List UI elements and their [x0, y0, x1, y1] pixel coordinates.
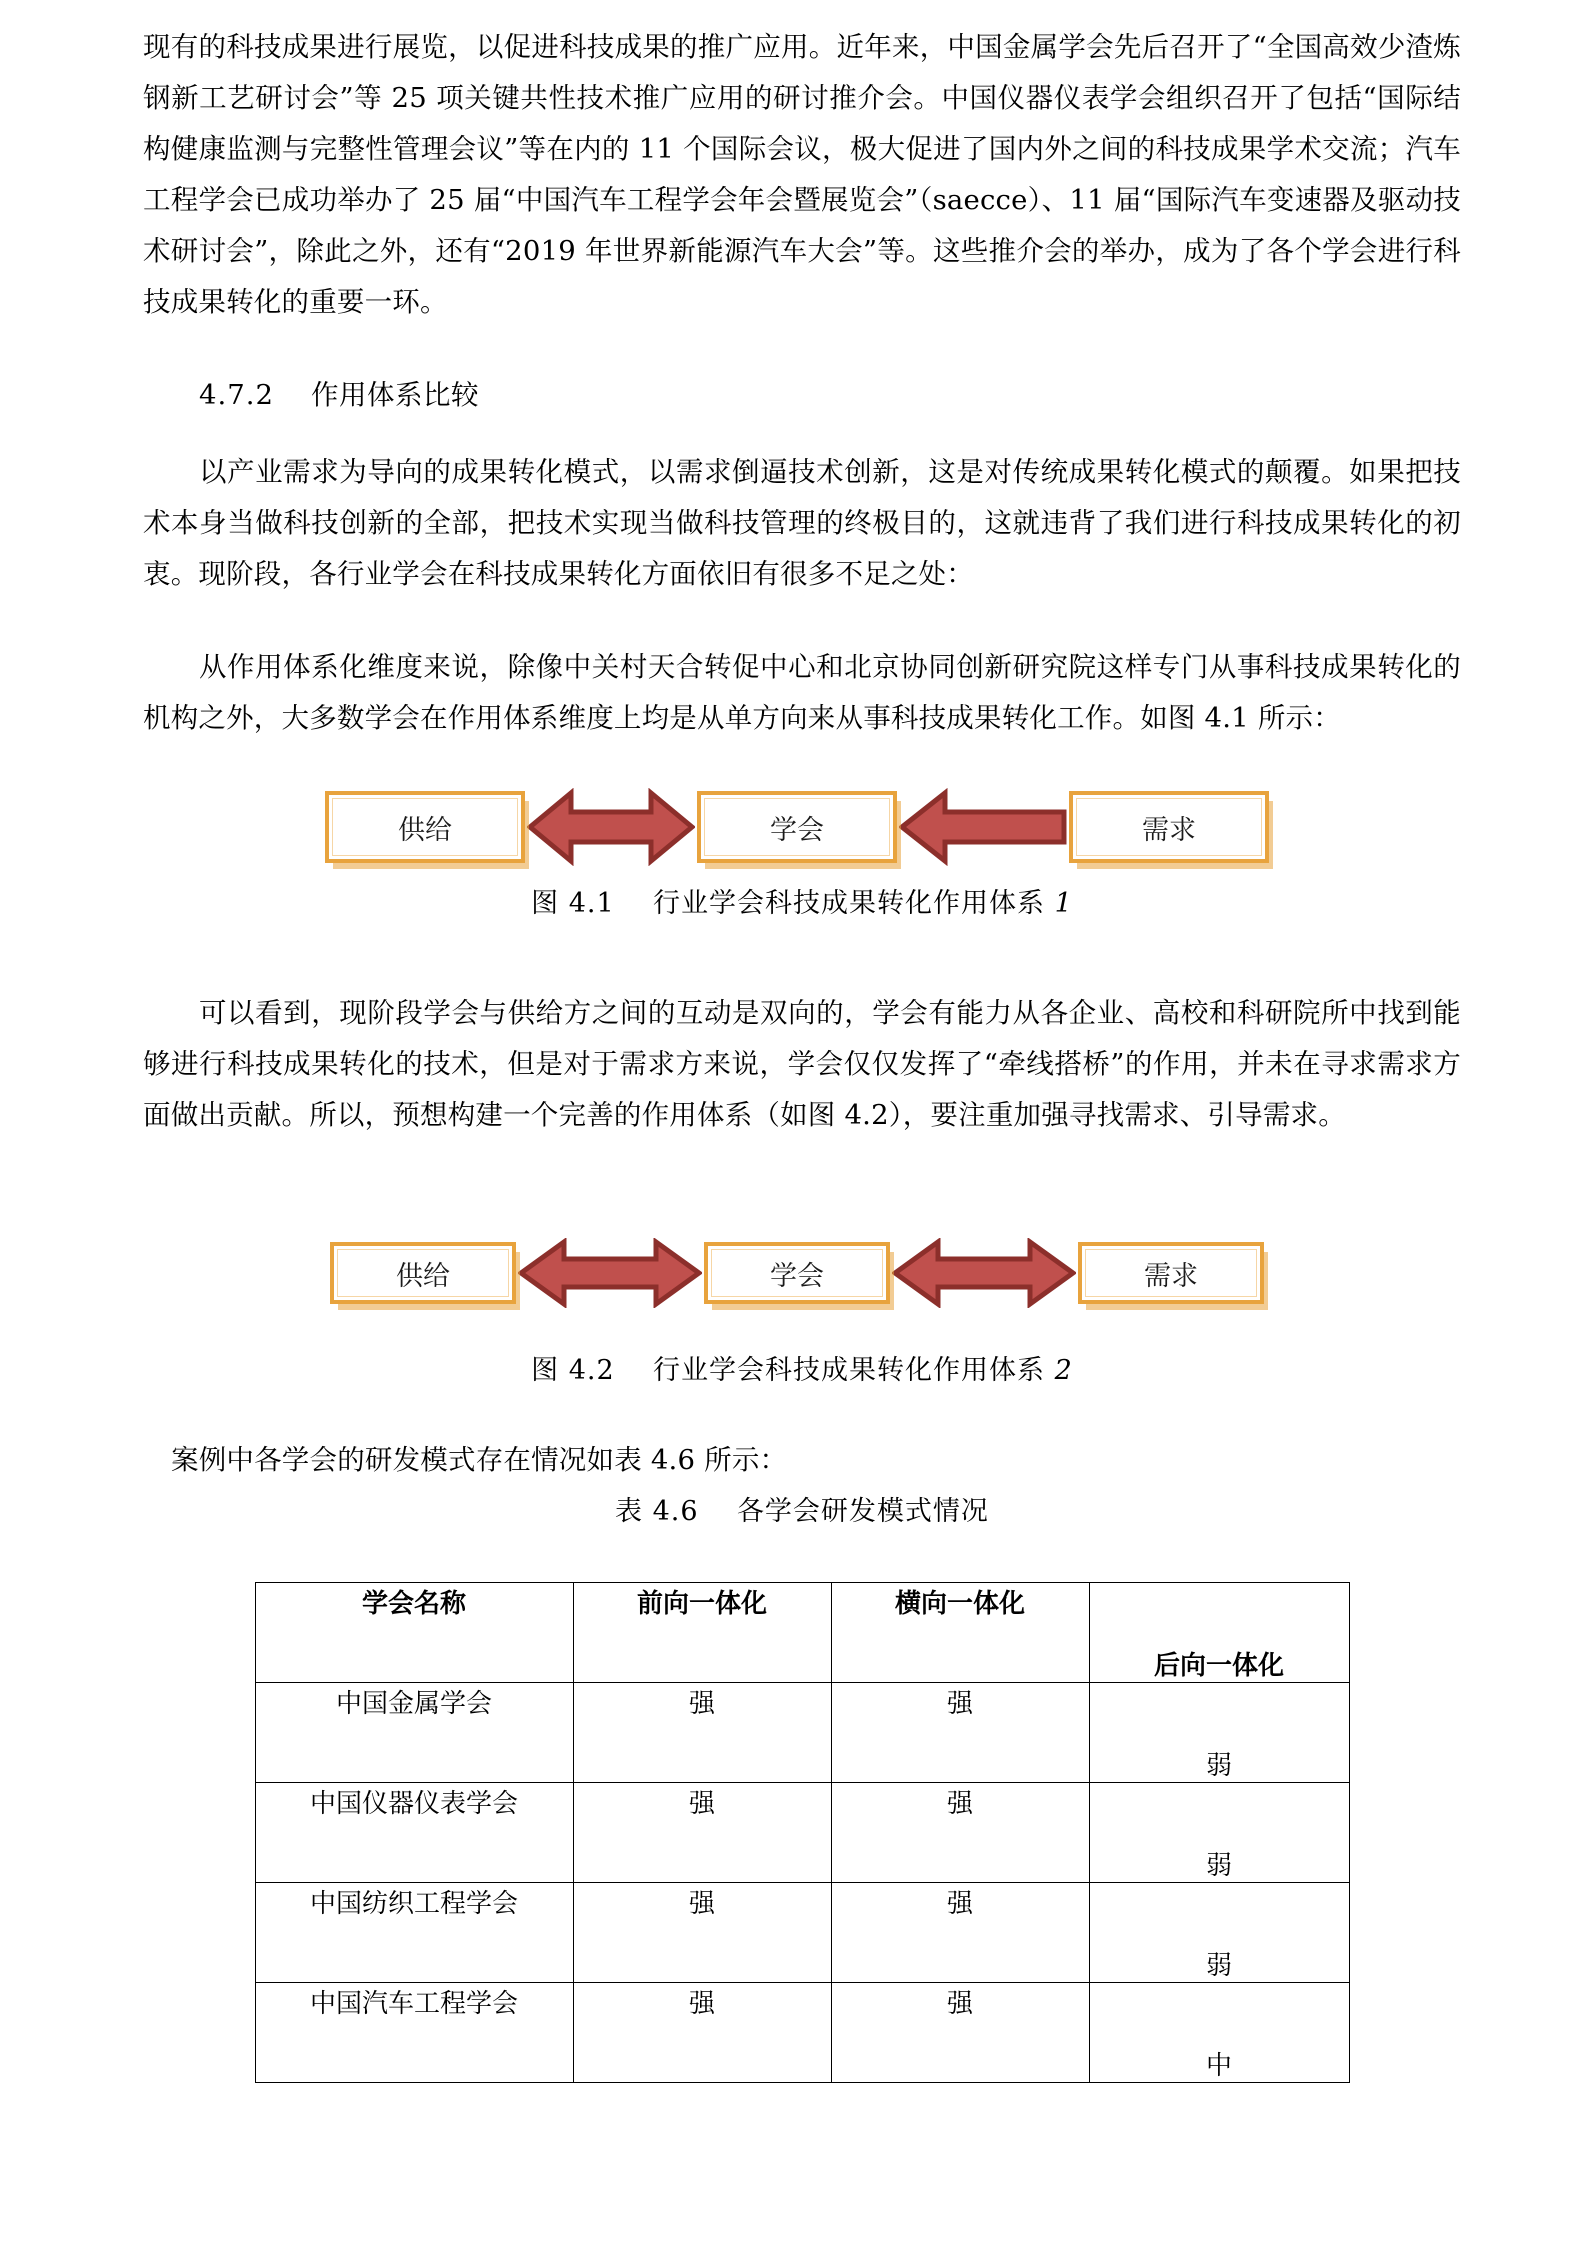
- figure-4-2-node-supply: [330, 1242, 516, 1304]
- table-4-6: [255, 1582, 1350, 2083]
- table-cell-name: 中国纺织工程学会: [255, 1883, 573, 1983]
- spacer: [143, 1309, 1461, 1349]
- table-cell-backward: 弱: [1089, 1683, 1349, 1783]
- paragraph-demand-driven: 以产业需求为导向的成果转化模式，以需求倒逼技术创新，这是对传统成果转化模式的颠覆。如果把技术本身当做科技创新的全部，把技术实现当做科技管理的终极目的，这就违背了我们进行科技成果转化的初衷。现阶段，各行业学会在科技成果转化方面依旧有很多不足之处：: [143, 456, 1461, 590]
- double-arrow-icon: [892, 1238, 1076, 1308]
- table-row: [255, 1783, 1349, 1883]
- table-row: [255, 1883, 1349, 1983]
- figure-4-1-caption: [143, 882, 1461, 926]
- spacer: [143, 868, 1461, 882]
- figure-4-1-diagram: [133, 786, 1461, 868]
- table-header-row: [255, 1583, 1349, 1683]
- spacer: [143, 328, 1461, 370]
- table-4-6-caption-text: 各学会研发模式情况: [736, 1496, 989, 1527]
- table-header-name: 学会名称: [255, 1583, 573, 1683]
- figure-4-2-diagram: [133, 1237, 1461, 1309]
- table-cell-name: 中国金属学会: [255, 1683, 573, 1783]
- table-cell-forward: 强: [573, 1883, 831, 1983]
- figure-4-1-node-supply-label: 供给: [398, 814, 452, 846]
- figure-4-1-node-supply: [325, 791, 525, 863]
- spacer: [143, 600, 1461, 642]
- table-row: [255, 1683, 1349, 1783]
- spacer: [143, 926, 1461, 988]
- table-cell-forward: 强: [573, 1783, 831, 1883]
- left-arrow-icon: [899, 788, 1067, 866]
- table-cell-name: 中国仪器仪表学会: [255, 1783, 573, 1883]
- table-cell-lateral: 强: [831, 1983, 1089, 2083]
- figure-4-1-arrow-2: [897, 788, 1069, 866]
- table-header-forward: 前向一体化: [573, 1583, 831, 1683]
- table-cell-forward: 强: [573, 1683, 831, 1783]
- figure-4-2-arrow-2: [890, 1238, 1078, 1308]
- figure-4-2-caption: [143, 1349, 1461, 1393]
- double-arrow-icon: [527, 788, 695, 866]
- figure-4-1-node-demand-label: 需求: [1142, 814, 1196, 846]
- table-4-6-caption-prefix: 表 4.6: [615, 1496, 699, 1527]
- figure-4-2-caption-index: 2: [1054, 1355, 1073, 1386]
- figure-4-2-node-society: [704, 1242, 890, 1304]
- table-cell-backward: 弱: [1089, 1783, 1349, 1883]
- spacer: [143, 1393, 1461, 1435]
- spacer: [143, 421, 1461, 447]
- table-cell-lateral: 强: [831, 1683, 1089, 1783]
- paragraph-continuation: 现有的科技成果进行展览，以促进科技成果的推广应用。近年来，中国金属学会先后召开了“全国高效少渣炼钢新工艺研讨会”等 25 项关键共性技术推广应用的研讨推介会。中国仪器仪表学会组织召开了包括“国际结构健康监测与完整性管理会议”等在内的 11 个国际会议，极大促进了国内外之间的科技成果学术交流；汽车工程学会已成功举办了 25 届“中国汽车工程学会年会暨展览会”（saecce）、11 届“国际汽车变速器及驱动技术研讨会”，除此之外，还有“2019 年世界新能源汽车大会”等。这些推介会的举办，成为了各个学会进行科技成果转化的重要一环。: [143, 31, 1461, 318]
- paragraph-bidirectional-analysis: 可以看到，现阶段学会与供给方之间的互动是双向的，学会有能力从各企业、高校和科研院所中找到能够进行科技成果转化的技术，但是对于需求方来说，学会仅仅发挥了“牵线搭桥”的作用，并未在寻求需求方面做出贡献。所以，预想构建一个完善的作用体系（如图 4.2），要注重加强寻找需求、引导需求。: [143, 997, 1461, 1131]
- table-cell-lateral: 强: [831, 1783, 1089, 1883]
- section-heading: [143, 370, 1461, 421]
- table-4-6-caption: [143, 1490, 1461, 1534]
- figure-4-2-caption-text: 行业学会科技成果转化作用体系: [653, 1355, 1046, 1386]
- table-cell-backward: 弱: [1089, 1883, 1349, 1983]
- spacer: [143, 1141, 1461, 1237]
- spacer: [143, 744, 1461, 786]
- table-header-lateral: 横向一体化: [831, 1583, 1089, 1683]
- figure-4-2-node-demand-label: 需求: [1144, 1260, 1198, 1292]
- figure-4-2-node-demand: [1078, 1242, 1264, 1304]
- table-cell-name: 中国汽车工程学会: [255, 1983, 573, 2083]
- figure-4-1-caption-index: 1: [1054, 888, 1073, 919]
- figure-4-1-arrow-1: [525, 788, 697, 866]
- table-cell-forward: 强: [573, 1983, 831, 2083]
- figure-4-1-node-society-label: 学会: [770, 814, 824, 846]
- figure-4-2-arrow-1: [516, 1238, 704, 1308]
- figure-4-2-node-society-label: 学会: [770, 1260, 824, 1292]
- figure-4-2-caption-prefix: 图 4.2: [531, 1355, 615, 1386]
- section-heading-title: 作用体系比较: [310, 379, 479, 411]
- figure-4-1-caption-prefix: 图 4.1: [531, 888, 615, 919]
- figure-4-1-node-demand: [1069, 791, 1269, 863]
- double-arrow-icon: [518, 1238, 702, 1308]
- figure-4-2-node-supply-label: 供给: [396, 1260, 450, 1292]
- spacer: [143, 1534, 1461, 1582]
- figure-4-1-node-society: [697, 791, 897, 863]
- figure-4-1-caption-text: 行业学会科技成果转化作用体系: [653, 888, 1046, 919]
- table-cell-lateral: 强: [831, 1883, 1089, 1983]
- table-header-backward: 后向一体化: [1089, 1583, 1349, 1683]
- section-heading-number: 4.7.2: [199, 379, 274, 411]
- table-cell-backward: 中: [1089, 1983, 1349, 2083]
- paragraph-system-dimension: 从作用体系化维度来说，除像中关村天合转促中心和北京协同创新研究院这样专门从事科技成果转化的机构之外，大多数学会在作用体系维度上均是从单方向来从事科技成果转化工作。如图 4.1 所示：: [143, 651, 1461, 734]
- table-row: [255, 1983, 1349, 2083]
- paragraph-table-intro: 案例中各学会的研发模式存在情况如表 4.6 所示：: [171, 1444, 788, 1476]
